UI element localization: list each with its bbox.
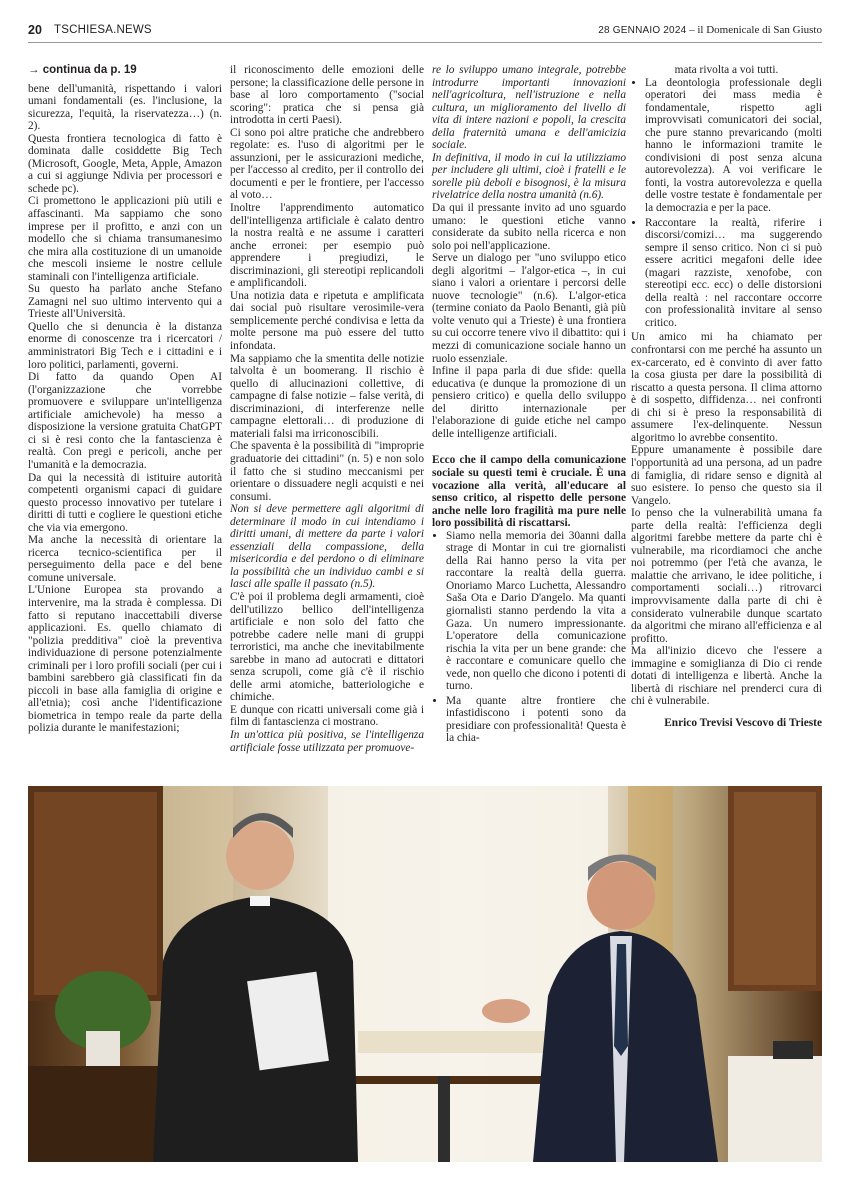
- list-item: • La deontologia professionale degli operatori dei mass media è fondamentale, rispetto agli improvvisati comunicatori dei social, che pure stanno prevaricando (molti hanno le informazioni tramite le condivisioni di post senza alcuna autorevolezza). A voi verificare le fonti, la vostra autorevolezza e quella delle vostre testate è fondamentale per la democrazia e per la pace.: [645, 77, 822, 215]
- photo-illustration: [28, 786, 822, 1162]
- paragraph: Che spaventa è la possibilità di "improprie graduatorie dei cittadini" (n. 5) e non solo il fatto che si studino meccanismi per orientare o dissuadere negli acquisti e nei consumi.: [230, 440, 424, 503]
- paragraph: Infine il papa parla di due sfide: quella educativa (e dunque la promozione di un pensiero critico) e quella dello sviluppo del diritto internazionale per l'elaborazione di guide etiche nel campo delle intelligenze artificiali.: [432, 365, 626, 440]
- paragraph: Ci promettono le applicazioni più utili e affascinanti. Ma sappiamo che sono imprese per il profitto, e anzi con un modello che si chiama transumanesimo che mira alla costituzione di un umanoide che mescoli insieme le nostre cellule staminali con l'intelligenza artificiale.: [28, 195, 222, 283]
- paragraph: Ma sappiamo che la smentita delle notizie talvolta è un boomerang. Il rischio è quello di allucinazioni collettive, di campagne di false notizie – false verità, di discriminazioni, di interferenze nelle campagne elettorali… di produzione di materiali falsi ma irriconoscibili.: [230, 352, 424, 440]
- paragraph: Ci sono poi altre pratiche che andrebbero regolate: es. l'uso di algoritmi per le assunzioni, per le assicurazioni mediche, per l'accesso al credito, per il controllo dei documenti e per le frontiere, per l'accesso al voto…: [230, 126, 424, 202]
- paragraph: Quello che si denuncia è la distanza enorme di conoscenze tra i ricercatori / amministratori Big Tech e i cittadini e i loro politici, parlamenti, governi.: [28, 320, 222, 371]
- bullet-list: [432, 530, 626, 745]
- paragraph: Di fatto da quando Open AI (l'organizzazione che vorrebbe promuovere e sviluppare un'intelligenza artificiale amichevole) ha messo a disposizione la versione gratuita ChatGPT ci si è resi conto che la fantascienza è realtà. Con pregi e pericoli, anche per l'umanità e la democrazia.: [28, 371, 222, 471]
- page-number: 20: [28, 23, 42, 37]
- side-table-right: [728, 1056, 822, 1162]
- paragraph: Un amico mi ha chiamato per confrontarsi con me perché ha assunto un ex-carcerato, ed è convinto di aver fatto la cosa giusta per dare la possibilità di riscatto a questa persona. Il clima attorno è di sospetto, diffidenza… nei confronti di chi si è preso la responsabilità di assumere l'ex-delinquente. Nessun algoritmo lo avrebbe consentito.: [631, 331, 822, 444]
- paragraph: Da qui il pressante invito ad uno sguardo umano: le questioni etiche vanno considerate da subito nella ricerca e non solo poi nell'applicazione.: [432, 202, 626, 252]
- paragraph: Da qui la necessità di istituire autorità competenti organismi capaci di guidare questo processo innovativo per tutelare i diritti di tutti e cogliere le questioni etiche che via via emergono.: [28, 471, 222, 534]
- paragraph: Eppure umanamente è possibile dare l'opportunità ad una persona, ad un padre di famiglia, di ridare senso e dignità al suo esistere. Io penso che questo sia il Vangelo.: [631, 444, 822, 507]
- paragraph: Ma anche la necessità di orientare la ricerca tecnico-scientifica per il perseguimento della pace e del bene comune universale.: [28, 534, 222, 584]
- page-header: [28, 20, 822, 40]
- person-right-head: [587, 862, 655, 930]
- paragraph: mata rivolta a voi tutti.: [674, 64, 779, 76]
- dateline-separator: –: [686, 24, 698, 36]
- bold-lead-paragraph: Ecco che il campo della comunicazione sociale su questi temi è cruciale. È una vocazione alla verità, all'educare al senso critico, al rispetto delle persone anche nelle loro fragilità ma pure nelle loro possibilità di riscattarsi.: [432, 454, 626, 530]
- italic-quote: In un'ottica più positiva, se l'intelligenza artificiale fosse utilizzata per promuove-: [230, 728, 424, 754]
- paragraph: Ma all'inizio dicevo che l'essere a immagine e somiglianza di Dio ci rende dotati di intelligenza e libertà. Anche la libertà di rischiare nel prenderci cura di chi è vulnerabile.: [631, 645, 822, 708]
- italic-quote: Non si deve permettere agli algoritmi di determinare il modo in cui intendiamo i diritti umani, di mettere da parte i valori essenziali della compassione, della misericordia e del perdono o di eliminare la possibilità che un individuo cambi e si lasci alle spalle il passato (n.5).: [230, 503, 424, 591]
- paragraph: E dunque con ricatti universali come già i film di fantascienza ci mostrano.: [230, 703, 424, 729]
- header-rule: [28, 42, 822, 43]
- site-name[interactable]: TSCHIESA.NEWS: [54, 24, 152, 36]
- list-item: • Raccontare la realtà, riferire i discorsi/comizi… ma suggerendo sempre il senso critico. Non ci si può essere acritici megafoni delle idee (magari razziste, xenofobe, con stereotipi ecc. ecc) o delle distorsioni della realtà : nel raccontare occorre con professionalità invitare al senso critico.: [645, 217, 822, 330]
- article-photo: [28, 786, 822, 1162]
- italic-quote: re lo sviluppo umano integrale, potrebbe introdurre importanti innovazioni nell'agricoltura, nell'istruzione e nella cultura, un miglioramento del livello di vita di intere nazioni e popoli, la crescita della fraternità umana e dell'amicizia sociale.: [432, 64, 626, 152]
- bullet-list: [631, 77, 822, 330]
- paragraph: Su questo ha parlato anche Stefano Zamagni nel suo ultimo intervento qui a Trieste all'Università.: [28, 283, 222, 321]
- paragraph: bene dell'umanità, rispettando i valori umani fondamentali (es. l'inclusione, la sicurezza, l'equità, la riservatezza…) (n. 2).: [28, 82, 222, 133]
- article-column-4: [631, 64, 822, 729]
- list-item: • Ma quante altre frontiere che infastidiscono i potenti sono da presidiare con professionalità! Questa è la chia-: [446, 695, 626, 745]
- author-signature: Enrico Trevisi Vescovo di Trieste: [664, 716, 822, 729]
- continued-from-link[interactable]: → continua da p. 19: [28, 64, 137, 76]
- papers: [247, 972, 329, 1071]
- article-column-2: [230, 64, 424, 754]
- article-column-3: [432, 64, 626, 747]
- side-table-left: [28, 1066, 158, 1162]
- paragraph: L'Unione Europea sta provando a intervenire, ma la strada è complessa. Di fatto si reputano inaccettabili diverse applicazioni. Es. quello chiamato di "polizia predditiva" cioè la preventiva individuazione di persone potenzialmente criminali per i loro profili sociali (per cui i bambini sarebbero già classificati fin da piccoli in base alla famiglia di origine e all'etnia); così anche l'identificazione biometrica in tempo reale da parte della polizia durante le manifestazioni;: [28, 584, 222, 735]
- microphone-stand: [438, 1076, 450, 1162]
- paragraph: Inoltre l'apprendimento automatico dell'intelligenza artificiale è calato dentro la nostra realtà e ne assume i caratteri anche erronei: per esempio può apprendere i pregiudizi, le discriminazioni, gli stereotipi replicandoli e amplificandoli.: [230, 202, 424, 290]
- paragraph: il riconoscimento delle emozioni delle persone; la classificazione delle persone in base al loro comportamento ("social scoring": pratica che si pensa già introdotta in certi Paesi).: [230, 64, 424, 127]
- hand-gesture: [482, 999, 530, 1023]
- list-item: • Siamo nella memoria dei 30anni dalla strage di Montar in cui tre giornalisti della Rai hanno perso la vita per raccontare la realtà della guerra. Onoriamo Marco Luchetta, Alessandro Saša Ota e Dario D'angelo. Ma quanti giornalisti stanno perdendo la vita a Gaza. Un numero impressionante. L'operatore della comunicazione rischia la vita per un bene grande: che è raccontare e comunicare quello che vede, non quello che dicono i potenti di turno.: [446, 530, 626, 693]
- paragraph: Una notizia data e ripetuta e amplificata dai social può risultare verosimile-vera semplicemente perché condivisa e letta da molte persone ma può essere del tutto infondata.: [230, 289, 424, 353]
- issue-date: 28 GENNAIO 2024: [598, 25, 687, 36]
- italic-quote: In definitiva, il modo in cui la utilizziamo per includere gli ultimi, cioè i fratelli e le sorelle più deboli e bisognosi, è la misura rivelatrice della nostra umanità (n.6).: [432, 151, 626, 202]
- open-book: [358, 1031, 558, 1053]
- paragraph: C'è poi il problema degli armamenti, cioè dell'utilizzo bellico dell'intelligenza artificiale e non solo del fatto che potrebbe cadere nelle mani di gruppi terroristici, ma anche che inevitabilmente sarebbe in mano ad autocrati e dittatori senza scrupoli, come già c'è il rischio delle armi atomiche, batteriologiche e chimiche.: [230, 590, 424, 704]
- paragraph: Questa frontiera tecnologica di fatto è dominata dalle cosiddette Big Tech (Microsoft, Google, Meta, Apple, Amazon a cui si aggiunge Ndivia per processori e schede pc).: [28, 132, 222, 195]
- article-column-1: [28, 64, 222, 735]
- publication-name: il Domenicale di San Giusto: [697, 24, 822, 36]
- paragraph: Io penso che la vulnerabilità umana fa parte della realtà: l'efficienza degli algoritmi farebbe mettere da parte chi è vulnerabile, ma ricordiamoci che anche noi potremmo (per l'età che avanza, le malattie che arrivano, le idee politiche, i comportamenti sociali…) ritrovarci improvvisamente dalla parte di chi è considerato vulnerabile dunque scartato da algoritmi che mirano all'efficienza e al profitto.: [631, 507, 822, 645]
- dateline: [598, 24, 822, 36]
- paragraph: Serve un dialogo per "uno sviluppo etico degli algoritmi – l'algor-etica –, in cui siano i valori a orientare i percorsi delle nuove tecnologie" (n.6). L'algor-etica (termine coniato da Paolo Benanti, già più volte venuto qui a Trieste) è una frontiera su cui occorre tenere vivo il dibattito: qui i mezzi di comunicazione sociale hanno un ruolo essenziale.: [432, 252, 626, 365]
